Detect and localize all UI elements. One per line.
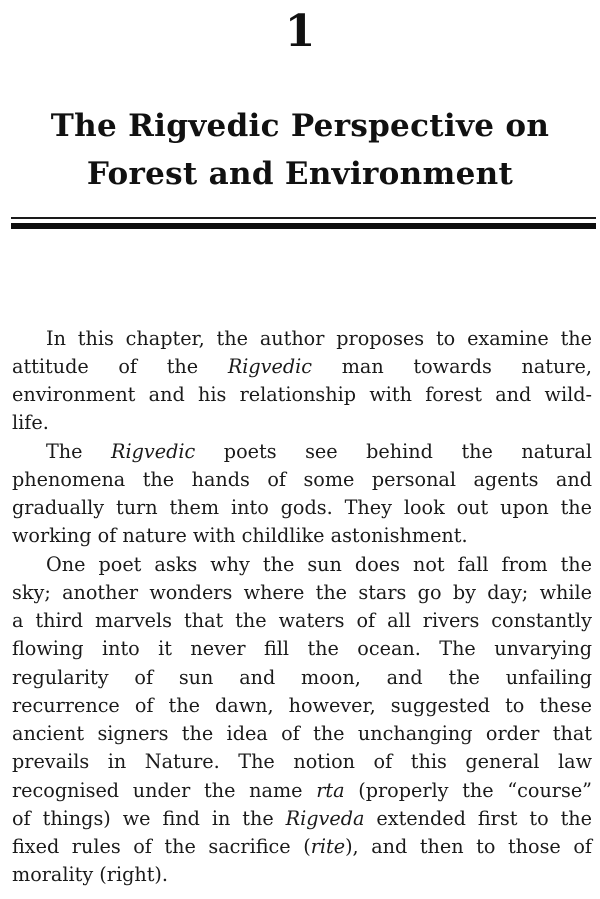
chapter-title-line-1: The Rigvedic Perspective on	[50, 108, 550, 144]
body-line	[12, 779, 592, 803]
text-run: morality (right).	[12, 863, 169, 887]
body-line	[12, 524, 592, 548]
text-run: fixed rules of the sacrifice (	[12, 835, 311, 859]
body-line	[46, 440, 592, 464]
chapter-number: 1	[284, 6, 316, 57]
text-run: environment and his relationship with forest and wild-	[12, 383, 592, 407]
text-run: regularity of sun and moon, and the unfailing	[12, 665, 592, 689]
text-run: recognised under the name	[12, 778, 317, 802]
text-run: attitude of the	[12, 354, 228, 378]
body-line	[12, 750, 592, 774]
text-run: a third marvels that the waters of all rivers constantly	[12, 609, 592, 633]
text-run: In this chapter, the author proposes to examine the	[46, 326, 592, 350]
body-line	[12, 637, 592, 661]
italic-term: Rigveda	[285, 806, 365, 830]
text-run: man towards nature,	[312, 354, 592, 378]
body-line	[12, 355, 592, 379]
chapter-title-line-2: Forest and Environment	[86, 156, 514, 192]
italic-term: rta	[316, 778, 345, 802]
text-run: ), and then to those of	[345, 835, 592, 859]
body-line	[12, 807, 592, 831]
body-line	[12, 383, 592, 407]
body-line	[12, 468, 592, 492]
text-run: The	[46, 439, 112, 463]
title-rule-thin	[11, 217, 596, 219]
text-run: gradually turn them into gods. They look out upon the	[12, 496, 592, 520]
text-run: prevails in Nature. The notion of this general law	[12, 750, 592, 774]
body-line	[12, 722, 592, 746]
body-line	[12, 581, 592, 605]
text-run: ancient signers the idea of the unchanging order that	[12, 722, 592, 746]
body-line	[12, 411, 592, 435]
body-line	[12, 666, 592, 690]
body-line	[12, 496, 592, 520]
text-run: sky; another wonders where the stars go by day; while	[12, 580, 592, 604]
body-line	[46, 553, 592, 577]
text-run: life.	[12, 411, 49, 435]
text-run: flowing into it never fill the ocean. The unvarying	[12, 637, 592, 661]
title-rule-thick	[11, 223, 596, 229]
italic-term: rite	[310, 835, 346, 859]
body-line	[12, 835, 592, 859]
text-run: of things) we find in the	[12, 806, 286, 830]
text-run: working of nature with childlike astonishment.	[12, 524, 468, 548]
text-run: (properly the “course”	[344, 778, 592, 802]
italic-term: Rigvedic	[111, 439, 196, 463]
text-run: poets see behind the natural	[195, 439, 592, 463]
body-line	[12, 694, 592, 718]
text-run: One poet asks why the sun does not fall from the	[46, 552, 592, 576]
text-run: recurrence of the dawn, however, suggested to these	[12, 693, 592, 717]
body-line	[46, 327, 592, 351]
text-run: extended first to the	[364, 806, 592, 830]
italic-term: Rigvedic	[227, 354, 313, 378]
body-line	[12, 863, 592, 887]
text-run: phenomena the hands of some personal agents and	[12, 467, 592, 491]
body-line	[12, 609, 592, 633]
